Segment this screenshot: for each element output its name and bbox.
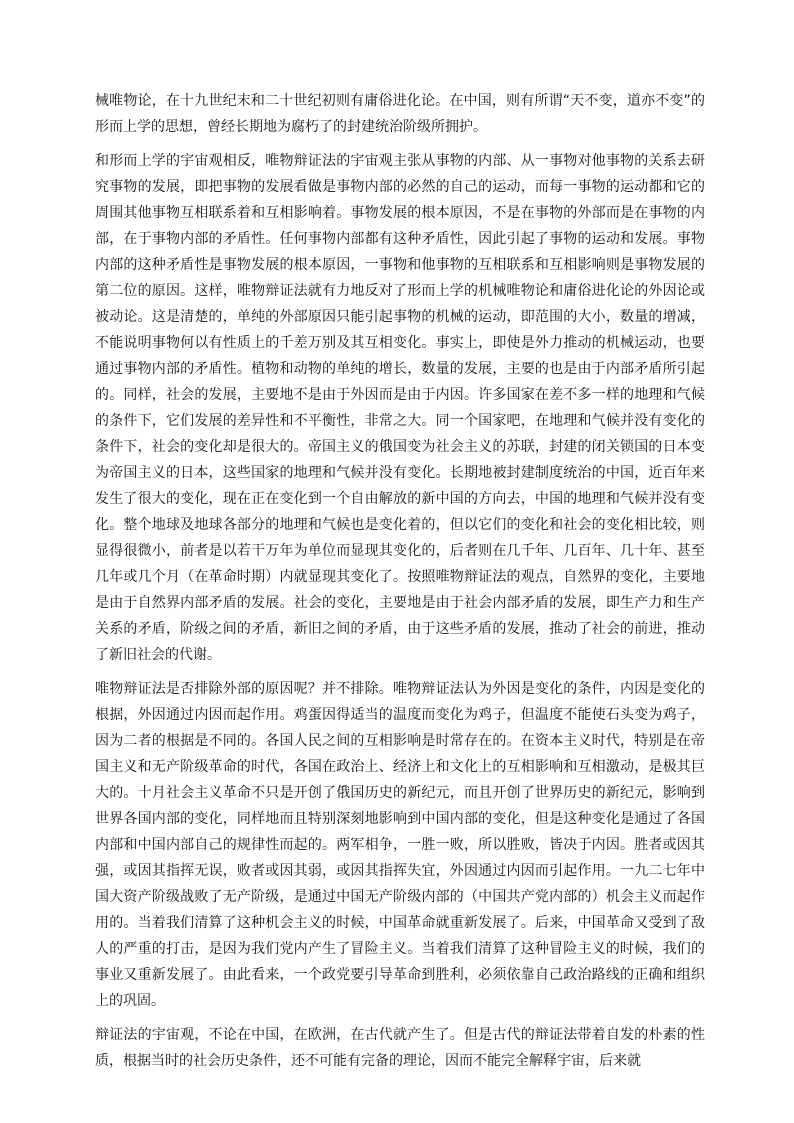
paragraph-1: 械唯物论，在十九世纪末和二十世纪初则有庸俗进化论。在中国，则有所谓“天不变，道亦不变”的形而上学的思想，曾经长期地为腐朽了的封建统治阶级所拥护。 (95, 93, 705, 135)
paragraph-3: 唯物辩证法是否排除外部的原因呢？并不排除。唯物辩证法认为外因是变化的条件，内因是变化的根据，外因通过内因而起作用。鸡蛋因得适当的温度而变化为鸡子，但温度不能使石头变为鸡子，因为二者的根据是不同的。各国人民之间的互相影响是时常存在的。在资本主义时代，特别是在帝国主义和无产阶级革命的时代，各国在政治上、经济上和文化上的互相影响和互相激动，是极其巨大的。十月社会主义革命不只是开创了俄国历史的新纪元，而且开创了世界历史的新纪元，影响到世界各国内部的变化，同样地而且特别深刻地影响到中国内部的变化，但是这种变化是通过了各国内部和中国内部自己的规律性而起的。两军相争，一胜一败，所以胜败，皆决于内因。胜者或因其强，或因其指挥无误，败者或因其弱，或因其指挥失宜，外因通过内因而引起作用。一九二七年中国大资产阶级战败了无产阶级，是通过中国无产阶级内部的（中国共产党内部的）机会主义而起作用的。当着我们清算了这种机会主义的时候，中国革命就重新发展了。后来，中国革命又受到了敌人的严重的打击，是因为我们党内产生了冒险主义。当着我们清算了这种冒险主义的时候，我们的事业又重新发展了。由此看来，一个政党要引导革命到胜利，必须依靠自己政治路线的正确和组织上的巩固。 (95, 681, 705, 1009)
paragraph-4: 辩证法的宇宙观，不论在中国，在欧洲，在古代就产生了。但是古代的辩证法带着自发的朴素的性质，根据当时的社会历史条件，还不可能有完备的理论，因而不能完全解释宇宙，后来就 (95, 1027, 705, 1069)
document-page (95, 88, 705, 1082)
paragraph-2: 和形而上学的宇宙观相反，唯物辩证法的宇宙观主张从事物的内部、从一事物对他事物的关系去研究事物的发展，即把事物的发展看做是事物内部的必然的自己的运动，而每一事物的运动都和它的周围其他事物互相联系着和互相影响着。事物发展的根本原因，不是在事物的外部而是在事物的内部，在于事物内部的矛盾性。任何事物内部都有这种矛盾性，因此引起了事物的运动和发展。事物内部的这种矛盾性是事物发展的根本原因，一事物和他事物的互相联系和互相影响则是事物发展的第二位的原因。这样，唯物辩证法就有力地反对了形而上学的机械唯物论和庸俗进化论的外因论或被动论。这是清楚的，单纯的外部原因只能引起事物的机械的运动，即范围的大小，数量的增减，不能说明事物何以有性质上的千差万别及其互相变化。事实上，即使是外力推动的机械运动，也要通过事物内部的矛盾性。植物和动物的单纯的增长，数量的发展，主要的也是由于内部矛盾所引起的。同样，社会的发展，主要地不是由于外因而是由于内因。许多国家在差不多一样的地理和气候的条件下，它们发展的差异性和不平衡性，非常之大。同一个国家吧，在地理和气候并没有变化的条件下，社会的变化却是很大的。帝国主义的俄国变为社会主义的苏联，封建的闭关锁国的日本变为帝国主义的日本，这些国家的地理和气候并没有变化。长期地被封建制度统治的中国，近百年来发生了很大的变化，现在正在变化到一个自由解放的新中国的方向去，中国的地理和气候并没有变化。整个地球及地球各部分的地理和气候也是变化着的，但以它们的变化和社会的变化相比较，则显得很微小，前者是以若干万年为单位而显现其变化的，后者则在几千年、几百年、几十年、甚至几年或几个月（在革命时期）内就显现其变化了。按照唯物辩证法的观点，自然界的变化，主要地是由于自然界内部矛盾的发展。社会的变化，主要地是由于社会内部矛盾的发展，即生产力和生产关系的矛盾，阶级之间的矛盾，新旧之间的矛盾，由于这些矛盾的发展，推动了社会的前进，推动了新旧社会的代谢。 (95, 153, 705, 663)
